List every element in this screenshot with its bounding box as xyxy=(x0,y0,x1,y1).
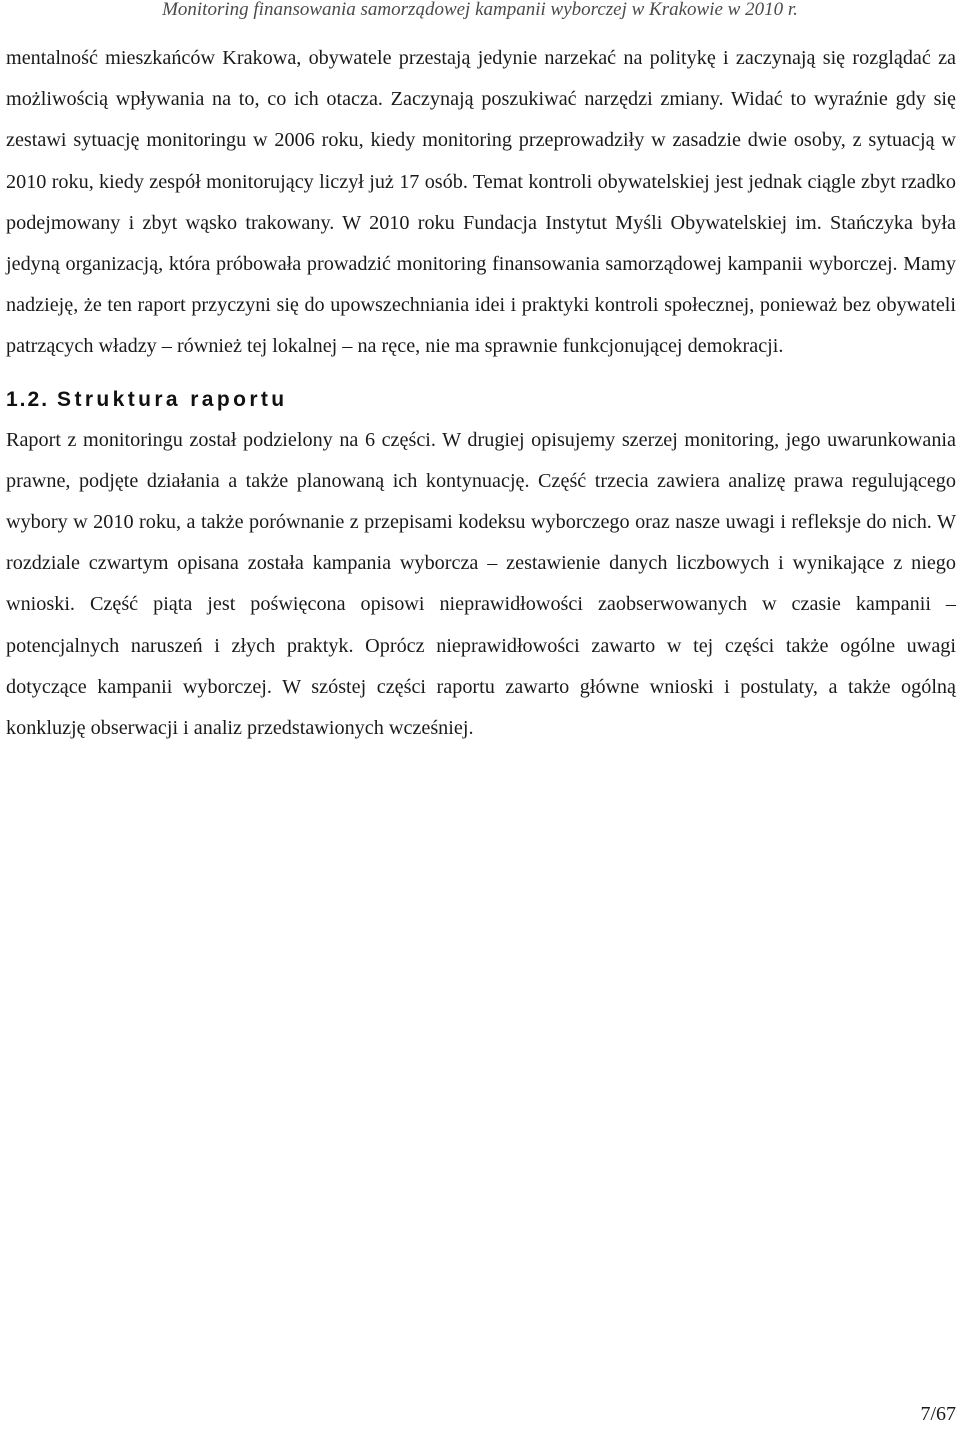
document-body xyxy=(6,38,956,749)
body-paragraph: mentalność mieszkańców Krakowa, obywatele przestają jedynie narzekać na politykę i zaczynają się rozglądać za możliwością wpływania na to, co ich otacza. Zaczynają poszukiwać narzędzi zmiany. Widać to wyraźnie gdy się zestawi sytuację monitoringu w 2006 roku, kiedy monitoring przeprowadziły w zasadzie dwie osoby, z sytuacją w 2010 roku, kiedy zespół monitorujący liczył już 17 osób. Temat kontroli obywatelskiej jest jednak ciągle zbyt rzadko podejmowany i zbyt wąsko trakowany. W 2010 roku Fundacja Instytut Myśli Obywatelskiej im. Stańczyka była jedyną organizacją, która próbowała prowadzić monitoring finansowania samorządowej kampanii wyborczej. Mamy nadzieję, że ten raport przyczyni się do upowszechniania idei i praktyki kontroli społecznej, ponieważ bez obywateli patrzących władzy – również tej lokalnej – na ręce, nie ma sprawnie funkcjonującej demokracji. xyxy=(6,47,956,358)
page-number: 7/67 xyxy=(920,1403,956,1425)
section-number: 1.2. xyxy=(6,387,50,411)
body-paragraph: Raport z monitoringu został podzielony na 6 części. W drugiej opisujemy szerzej monitoring, jego uwarunkowania prawne, podjęte działania a także planowaną ich kontynuację. Część trzecia zawiera analizę prawa regulującego wybory w 2010 roku, a także porównanie z przepisami kodeksu wyborczego oraz nasze uwagi i refleksje do nich. W rozdziale czwartym opisana została kampania wyborcza – zestawienie danych liczbowych i wynikające z niego wnioski. Część piąta jest poświęcona opisowi nieprawidłowości zaobserwowanych w czasie kampanii – potencjalnych naruszeń i złych praktyk. Oprócz nieprawidłowości zawarto w tej części także ogólne uwagi dotyczące kampanii wyborczej. W szóstej części raportu zawarto główne wnioski i postulaty, a także ogólną konkluzję obserwacji i analiz przedstawionych wcześniej. xyxy=(6,428,956,740)
section-title: Struktura raportu xyxy=(57,387,288,411)
running-header: Monitoring finansowania samorządowej kampanii wyborczej w Krakowie w 2010 r. xyxy=(162,0,798,20)
section-heading xyxy=(6,380,956,420)
